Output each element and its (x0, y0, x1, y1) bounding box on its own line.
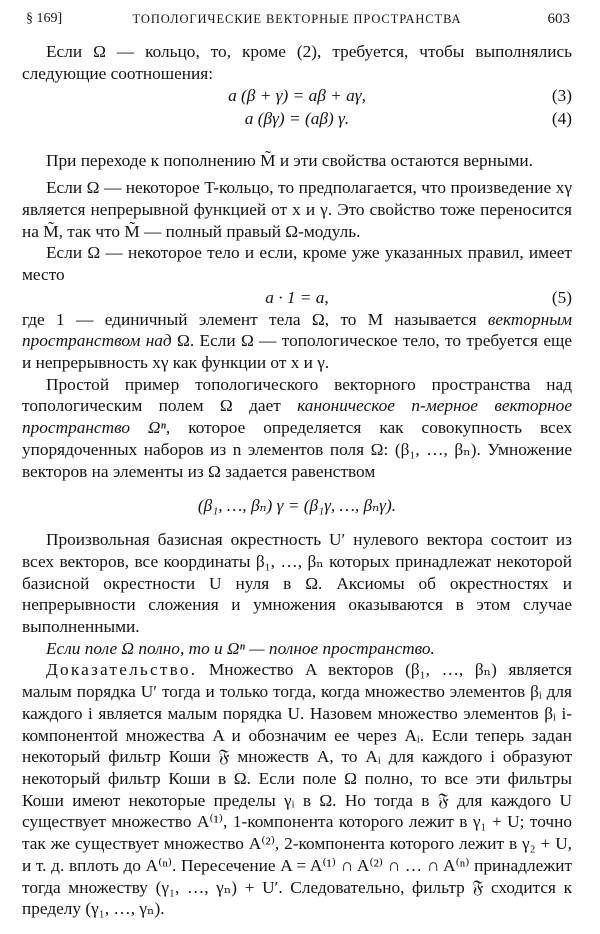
paragraph-completion: При переходе к пополнению M̃ и эти свойства остаются верными. (46, 151, 533, 171)
equation-scalar-multiplication (22, 494, 572, 517)
term-canonical-space: каноническое n-мерное векторное пространство Ωⁿ (22, 396, 572, 438)
paragraph-skew-field: Если Ω — некоторое тело и если, кроме уже указанных правил, имеет место (22, 243, 572, 284)
equation-5-body: a · 1 = a, (265, 287, 329, 307)
equation-3-body: a (β + γ) = aβ + aγ, (228, 86, 366, 106)
equation-3 (22, 84, 572, 107)
equation-3-number: (3) (551, 86, 572, 106)
paragraph-neighborhoods: Произвольная базисная окрестность U′ нулевого вектора состоит из всех векторов, все координаты β₁, …, βₙ которых принадлежат некоторой базисной окрестности U нуля в Ω. Аксиомы об окрестностях и непрерывности сложения и умножения оказываются в этом случае выполненными. (22, 530, 572, 637)
running-header (22, 10, 572, 34)
equation-scalar-multiplication-body: (β₁, …, βₙ) γ = (β₁γ, …, βₙγ). (197, 496, 397, 516)
equation-4 (22, 107, 572, 130)
section-marker: § 169] (26, 11, 63, 26)
paragraph-proof: Доказательство. Множество A векторов (β₁, …, βₙ) является малым порядка U′ тогда и только тогда, когда множество элементов βᵢ для каждого i является малым порядка U. Назовем множество элементов βᵢ i-компонентой множества A и обозначим ее через Aᵢ. Если теперь задан некоторый фильтр Коши 𝔉 множеств A, то Aᵢ для каждого i образуют некоторый фильтр Коши в Ω. Если поле Ω полно, то все эти фильтры Коши имеют некоторые пределы γᵢ в Ω. Но тогда в 𝔉 для каждого U существует множество A⁽¹⁾, 1-компонента которого лежит в γ₁ + U; точно так же существует множество A⁽²⁾, 2-компонента которого лежит в γ₂ + U, и т. д. вплоть до A⁽ⁿ⁾. Пересечение A = A⁽¹⁾ ∩ A⁽²⁾ ∩ … ∩ A⁽ⁿ⁾ принадлежит тогда множеству (γ₁, …, γₙ) + U′. Следовательно, фильтр 𝔉 сходится к пределу (γ₁, …, γₙ). (22, 660, 572, 919)
paragraph-t-ring: Если Ω — некоторое T-кольцо, то предполагается, что произведение xγ является непрерывной функцией от x и γ. Это свойство тоже переносится на M̃, так что M̃ — полный правый Ω-модуль. (22, 178, 572, 241)
equation-4-number: (4) (551, 109, 572, 129)
running-title: ТОПОЛОГИЧЕСКИЕ ВЕКТОРНЫЕ ПРОСТРАНСТВА (132, 12, 462, 26)
paragraph-ring-condition: Если Ω — кольцо, то, кроме (2), требуется, чтобы выполнялись следующие соотношения: (22, 42, 572, 83)
paragraph-vector-space-definition: где 1 — единичный элемент тела Ω, то M называется векторным пространством над Ω. Если Ω — топологическое тело, то требуется еще и непрерывность xγ как функции от x и γ. (22, 309, 572, 373)
equation-5-number: (5) (551, 287, 572, 307)
equation-4-body: a (βγ) = (aβ) γ. (244, 109, 350, 129)
theorem-completeness: Если поле Ω полно, то и Ωⁿ — полное пространство. (46, 638, 435, 658)
proof-label: Доказательство. (46, 660, 198, 680)
page-number: 603 (547, 11, 570, 27)
term-vector-space: векторным пространством над (22, 309, 572, 351)
paragraph-canonical-example: Простой пример топологического векторного пространства над топологическим полем Ω дает каноническое n-мерное векторное пространство Ωⁿ, которое определяется как совокупность всех упорядоченных наборов из n элементов поля Ω: (β₁, …, βₙ). Умножение векторов на элементы из Ω задается равенством (22, 374, 572, 481)
equation-5 (22, 286, 572, 309)
